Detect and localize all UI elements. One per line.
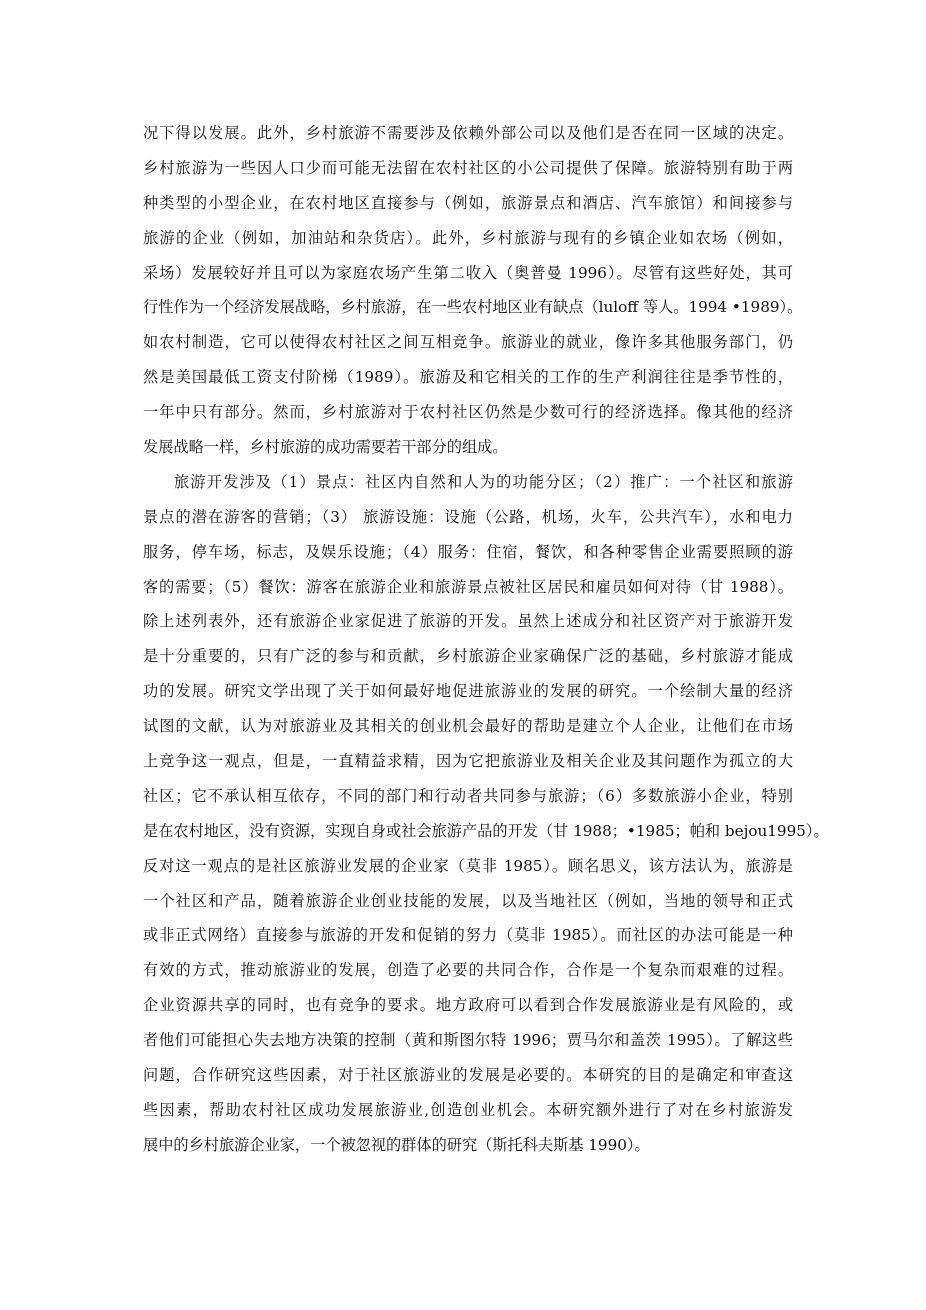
paragraph-line: 社区；它不承认相互依存，不同的部门和行动者共同参与旅游；（6）多数旅游小企业，特别 <box>143 786 793 805</box>
paragraph-line: 旅游的企业（例如，加油站和杂货店）。此外，乡村旅游与现有的乡镇企业如农场（例如， <box>143 228 793 247</box>
paragraph-line: 种类型的小型企业，在农村地区直接参与（例如，旅游景点和酒店、汽车旅馆）和间接参与 <box>143 193 793 212</box>
paragraph-line: 乡村旅游为一些因人口少而可能无法留在农村社区的小公司提供了保障。旅游特别有助于两 <box>143 158 793 177</box>
paragraph-line: 一个社区和产品，随着旅游企业创业技能的发展，以及当地社区（例如，当地的领导和正式 <box>143 891 793 910</box>
paragraph-line: 是十分重要的，只有广泛的参与和贡献，乡村旅游企业家确保广泛的基础，乡村旅游才能成 <box>143 647 793 666</box>
paragraph-line: 些因素，帮助农村社区成功发展旅游业,创造创业机会。本研究额外进行了对在乡村旅游发 <box>143 1100 793 1119</box>
paragraph-line: 景点的潜在游客的营销；（3） 旅游设施：设施（公路，机场，火车，公共汽车），水和电力 <box>143 507 793 526</box>
paragraph-line: 问题，合作研究这些因素，对于社区旅游业的发展是必要的。本研究的目的是确定和审查这 <box>143 1066 793 1085</box>
paragraph-line: 反对这一观点的是社区旅游业发展的企业家（莫非 1985）。顾名思义，该方法认为，旅游是 <box>143 856 793 875</box>
paragraph-line: 然是美国最低工资支付阶梯（1989）。旅游及和它相关的工作的生产利润往往是季节性的， <box>143 368 793 387</box>
paragraph-line: 服务，停车场，标志，及娱乐设施；（4）服务：住宿，餐饮，和各种零售企业需要照顾的游 <box>143 542 793 561</box>
paragraph-line: 客的需要；（5）餐饮：游客在旅游企业和旅游景点被社区居民和雇员如何对待（甘 1988）。 <box>143 577 793 596</box>
paragraph-line: 一年中只有部分。然而，乡村旅游对于农村社区仍然是少数可行的经济选择。像其他的经济 <box>143 403 793 422</box>
paragraph-line: 企业资源共享的同时，也有竞争的要求。地方政府可以看到合作发展旅游业是有风险的，或 <box>143 996 793 1015</box>
paragraph-line: 功的发展。研究文学出现了关于如何最好地促进旅游业的发展的研究。一个绘制大量的经济 <box>143 682 793 701</box>
paragraph-line: 采场）发展较好并且可以为家庭农场产生第二收入（奥普曼 1996）。尽管有这些好处，其可 <box>143 263 793 282</box>
paragraph-line: 发展战略一样，乡村旅游的成功需要若干部分的组成。 <box>143 438 508 457</box>
paragraph-line: 展中的乡村旅游企业家，一个被忽视的群体的研究（斯托科夫斯基 1990）。 <box>143 1135 650 1154</box>
paragraph-line: 上竞争这一观点，但是，一直精益求精，因为它把旅游业及相关企业及其问题作为孤立的大 <box>143 752 793 771</box>
paragraph-line: 如农村制造，它可以使得农村社区之间互相竞争。旅游业的就业，像许多其他服务部门，仍 <box>143 333 793 352</box>
paragraph-line: 试图的文献，认为对旅游业及其相关的创业机会最好的帮助是建立个人企业，让他们在市场 <box>143 717 793 736</box>
paragraph <box>143 116 803 465</box>
paragraph-line: 是在农村地区，没有资源，实现自身或社会旅游产品的开发（甘 1988；•1985；帕和 bejou1995）。 <box>143 821 829 840</box>
paragraph-line: 行性作为一个经济发展战略，乡村旅游，在一些农村地区业有缺点（luloff 等人。1994 •1989）。 <box>143 298 803 317</box>
paragraph <box>143 465 829 1163</box>
body-text <box>143 116 829 1163</box>
paragraph-line: 况下得以发展。此外，乡村旅游不需要涉及依赖外部公司以及他们是否在同一区域的决定。 <box>143 124 793 142</box>
paragraph-line: 或非正式网络）直接参与旅游的开发和促销的努力（莫非 1985）。而社区的办法可能是一种 <box>143 926 793 945</box>
paragraph-line: 旅游开发涉及（1）景点：社区内自然和人为的功能分区；（2）推广：一个社区和旅游 <box>174 472 793 491</box>
paragraph-line: 有效的方式，推动旅游业的发展，创造了必要的共同合作，合作是一个复杂而艰难的过程。 <box>143 961 793 980</box>
paragraph-line: 者他们可能担心失去地方决策的控制（黄和斯图尔特 1996；贾马尔和盖茨 1995）。了解这些 <box>143 1031 793 1050</box>
paragraph-line: 除上述列表外，还有旅游企业家促进了旅游的开发。虽然上述成分和社区资产对于旅游开发 <box>143 612 793 631</box>
